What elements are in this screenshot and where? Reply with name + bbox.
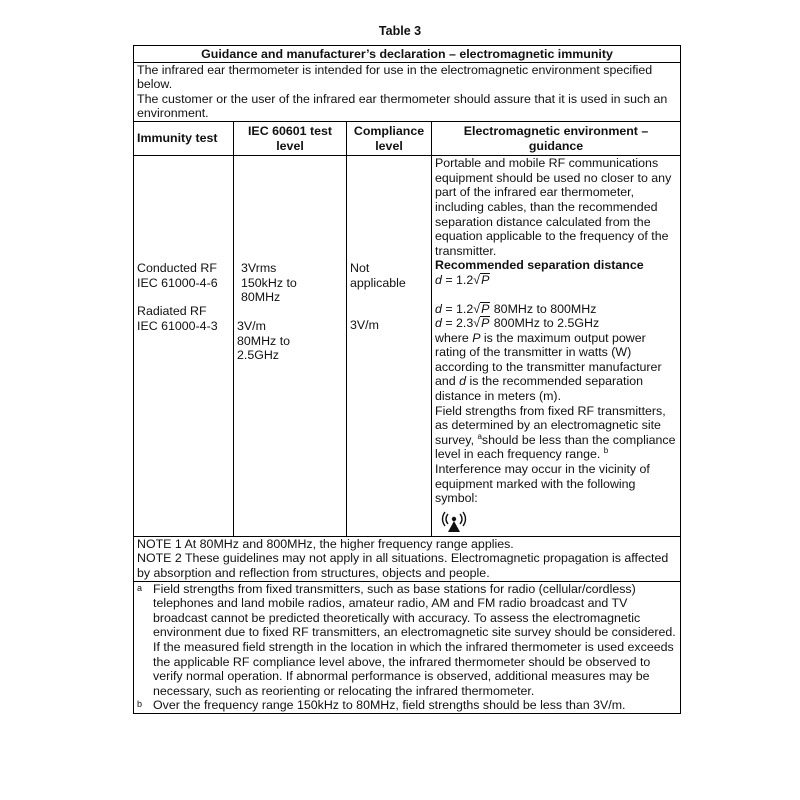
- notes-cell: [134, 536, 681, 581]
- table-title: Guidance and manufacturer’s declaration – electromagnetic immunity: [134, 46, 681, 63]
- footnote-a: [137, 582, 677, 699]
- radiated-compliance: 3V/m: [350, 318, 379, 333]
- compliance-level-cell: [347, 156, 432, 537]
- equation-3: d = 2.3√P 800MHz to 2.5GHz: [435, 316, 600, 331]
- header-compliance-level: Compliance level: [347, 121, 432, 155]
- table-caption: Table 3: [378, 24, 422, 38]
- equation-1: d = 1.2√P: [435, 272, 490, 287]
- header-em-guidance: Electromagnetic environment – guidance: [432, 121, 681, 155]
- intro-text: [134, 62, 681, 121]
- radiated-test-level: 3V/m 80MHz to 2.5GHz: [237, 318, 291, 363]
- radiated-rf-name: Radiated RF: [137, 304, 207, 319]
- conducted-compliance: Not applicable: [350, 261, 406, 290]
- note-1: NOTE 1 At 80MHz and 800MHz, the higher frequency range applies.: [137, 536, 514, 551]
- where-explanation: where P is the maximum output power rating of the transmitter in watts (W) according to the transmitter manufacturer and d is the recommended separation distance in meters (m).: [435, 330, 662, 404]
- table-row: [134, 156, 681, 537]
- header-iec-test-level: IEC 60601 test level: [234, 121, 347, 155]
- guidance-intro: Portable and mobile RF communications equipment should be used no closer to any part of the infrared ear thermometer, including cables, than the recommended separation distance calculated from the equation applicable to the frequency of the transmitter.: [435, 156, 672, 258]
- footnote-a-text: Field strengths from fixed transmitters, such as base stations for radio (cellular/cordless) telephones and land mobile radios, amateur radio, AM and FM radio broadcast and TV broadcast cannot be predicted theoretically with accuracy. To assess the electromagnetic environment due to fixed RF transmitters, an electromagnetic site survey should be considered. If the measured field strength in the location in which the infrared thermometer is used exceeds the applicable RF compliance level above, the infrared thermometer should be observed to verify normal operation. If abnormal performance is observed, additional measures may be necessary, such as reorienting or relocating the infrared thermometer.: [153, 581, 676, 698]
- footnote-a-mark: a: [137, 582, 143, 593]
- field-strength-guidance: Field strengths from fixed RF transmitters, as determined by an electromagnetic site survey, $^a$should be less than the compliance level in each frequency range. $^b$: [435, 403, 676, 462]
- test-level-cell: [234, 156, 347, 537]
- emc-immunity-table: [133, 45, 681, 714]
- non-ionizing-radiation-icon: [441, 510, 467, 534]
- header-immunity-test: Immunity test: [134, 121, 234, 155]
- conducted-rf-standard: IEC 61000-4-6: [137, 275, 218, 290]
- footnote-b-mark: b: [137, 699, 143, 710]
- intro-line-2: The customer or the user of the infrared ear thermometer should assure that it is used in such an environment.: [137, 91, 668, 121]
- separation-distance-heading: Recommended separation distance: [435, 258, 644, 273]
- interference-note: Interference may occur in the vicinity of equipment marked with the following symbol:: [435, 462, 650, 506]
- intro-line-1: The infrared ear thermometer is intended for use in the electromagnetic environment specified below.: [137, 62, 653, 92]
- footnote-b-text: Over the frequency range 150kHz to 80MHz, field strengths should be less than 3V/m.: [153, 698, 626, 713]
- immunity-test-cell: [134, 156, 234, 537]
- conducted-test-level: 3Vrms 150kHz to 80MHz: [241, 261, 297, 305]
- note-2: NOTE 2 These guidelines may not apply in all situations. Electromagnetic propagation is affected by absorption and reflection from structures, objects and people.: [137, 551, 669, 580]
- equation-2: d = 1.2√P 80MHz to 800MHz: [435, 301, 597, 316]
- header-row: [134, 121, 681, 155]
- radiated-rf-standard: IEC 61000-4-3: [137, 318, 218, 333]
- footnotes-cell: [134, 581, 681, 713]
- conducted-rf-name: Conducted RF: [137, 261, 217, 276]
- guidance-cell: [432, 156, 681, 537]
- footnote-b: [137, 698, 677, 713]
